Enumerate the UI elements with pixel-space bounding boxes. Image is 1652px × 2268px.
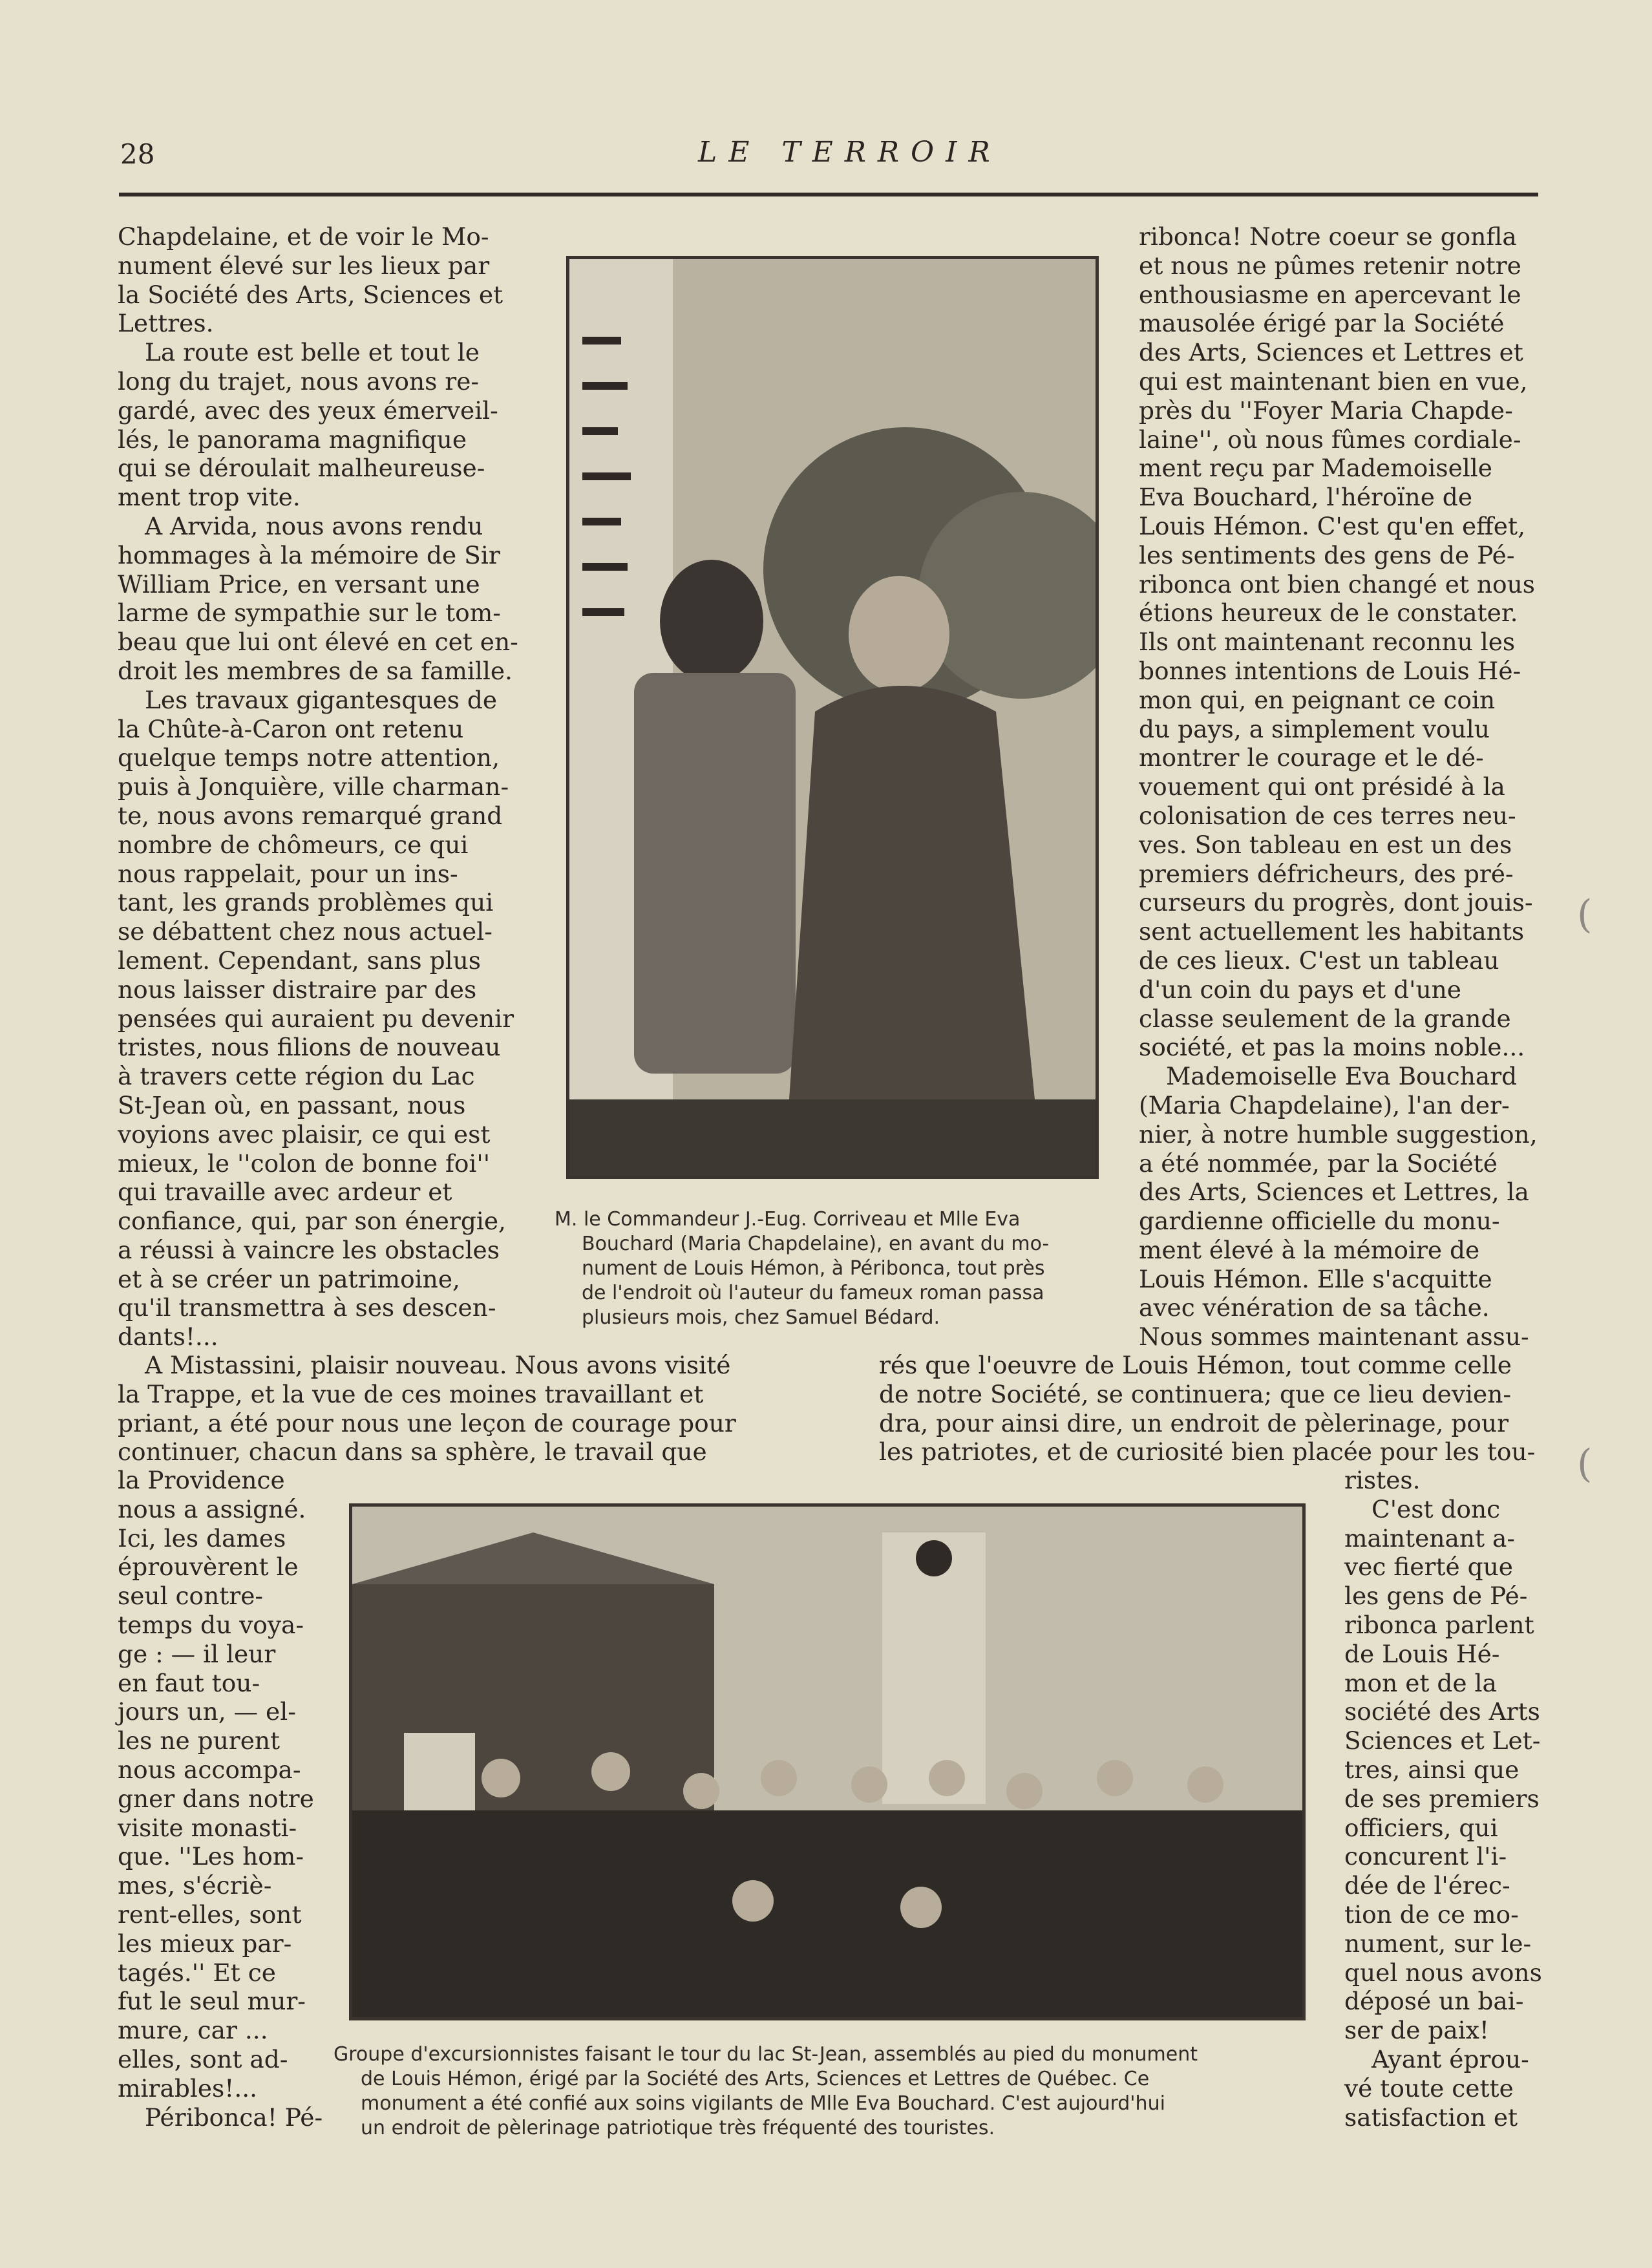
text-line: la Trappe, et la vue de ces moines travaillant et [118,1379,704,1408]
text-line: Ils ont maintenant reconnu les [1139,628,1516,657]
text-line: enthousiasme en apercevant le [1139,280,1521,309]
text-line: près du ''Foyer Maria Chapde- [1139,396,1513,425]
text-line: premiers défricheurs, des pré- [1139,859,1514,888]
text-line: sent actuellement les habitants [1139,917,1525,946]
text-line: ribonca ont bien changé et nous [1139,569,1536,599]
text-line: vouement qui ont présidé à la [1139,772,1505,801]
text-line: dée de l'érec- [1344,1871,1510,1900]
text-line: les gens de Pé- [1344,1582,1528,1611]
text-line: pensées qui auraient pu devenir [118,1004,514,1033]
text-line: ment trop vite. [118,483,301,512]
text-line: déposé un bai- [1344,1987,1524,2016]
text-line: continuer, chacun dans sa sphère, le travail que [118,1437,707,1467]
text-line: officiers, qui [1344,1813,1498,1842]
text-line: que. ''Les hom- [118,1842,304,1871]
photo-excursion-group-image [352,1507,1302,2017]
text-line: du pays, a simplement voulu [1139,714,1490,743]
text-line: Louis Hémon. Elle s'acquitte [1139,1264,1492,1293]
text-line: mon et de la [1344,1668,1497,1697]
text-line: puis à Jonquière, ville charman- [118,772,509,801]
text-line: mon qui, en peignant ce coin [1139,685,1496,714]
caption-line: Groupe d'excursionnistes faisant le tour du lac St-Jean, assemblés au pied du monument [334,2043,1198,2066]
text-line: laine'', où nous fûmes cordiale- [1139,425,1521,454]
text-line: satisfaction et [1344,2103,1518,2132]
text-line: la Providence [118,1466,285,1494]
text-line: gardienne officielle du monu- [1139,1207,1500,1236]
text-line: ves. Son tableau en est un des [1139,830,1512,859]
text-line: les patriotes, et de curiosité bien placée pour les tou- [879,1437,1536,1467]
text-line: beau que lui ont élevé en cet en- [118,628,518,657]
text-line: mure, car ... [118,2016,268,2045]
text-line: les mieux par- [118,1929,292,1958]
text-line: ribonca! Notre coeur se gonfla [1139,222,1517,251]
text-line: mausolée érigé par la Société [1139,309,1505,338]
text-line: bonnes intentions de Louis Hé- [1139,656,1521,685]
text-line: la Chûte-à-Caron ont retenu [118,714,464,743]
text-line: A Mistassini, plaisir nouveau. Nous avons visité [145,1351,731,1379]
text-line: Péribonca! Pé- [145,2103,323,2132]
text-line: société, et pas la moins noble... [1139,1033,1525,1062]
text-line: tagés.'' Et ce [118,1958,276,1987]
text-line: hommages à la mémoire de Sir [118,540,500,569]
text-line: La route est belle et tout le [145,338,480,367]
text-line: gardé, avec des yeux émerveil- [118,396,498,425]
right-column-bottom [1344,1466,1542,2132]
text-line: fut le seul mur- [118,1987,306,2016]
caption-line: nument de Louis Hémon, à Péribonca, tout près [582,1257,1045,1280]
text-line: gner dans notre [118,1784,314,1813]
text-line: les sentiments des gens de Pé- [1139,540,1515,569]
caption-line: monument a été confié aux soins vigilants de Mlle Eva Bouchard. C'est aujourd'hui [361,2092,1165,2115]
text-line: de notre Société, se continuera; que ce lieu devien- [879,1379,1512,1408]
text-line: dra, pour ainsi dire, un endroit de pèlerinage, pour [879,1408,1509,1437]
text-line: des Arts, Sciences et Lettres, la [1139,1178,1529,1207]
text-line: nument, sur le- [1344,1929,1532,1958]
text-line: à travers cette région du Lac [118,1062,475,1091]
text-line: lement. Cependant, sans plus [118,946,481,975]
header-rule [119,193,1538,196]
text-line: priant, a été pour nous une leçon de courage pour [118,1408,736,1437]
text-line: de ses premiers [1344,1784,1540,1813]
text-line: éprouvèrent le [118,1553,299,1582]
text-line: voyions avec plaisir, ce qui est [118,1119,491,1149]
left-column-top [118,222,518,1351]
mid-left-text [118,1351,783,1467]
photo-top-caption [555,1207,1110,1330]
text-line: Lettres. [118,309,214,338]
text-line: société des Arts [1344,1697,1540,1726]
text-line: C'est donc [1371,1494,1501,1523]
text-line: ment reçu par Mademoiselle [1139,454,1492,483]
text-line: ment élevé à la mémoire de [1139,1235,1480,1264]
text-line: droit les membres de sa famille. [118,656,513,685]
text-line: larme de sympathie sur le tom- [118,599,501,628]
mid-right-text [879,1351,1541,1467]
text-line: tion de ce mo- [1344,1900,1519,1929]
text-line: jours un, — el- [118,1697,296,1726]
journal-title: LE TERROIR [698,136,1002,169]
text-line: avec vénération de sa tâche. [1139,1293,1490,1322]
text-line: a été nommée, par la Société [1139,1149,1498,1178]
text-line: ser de paix! [1344,2016,1489,2045]
photo-excursion-group [349,1503,1306,2020]
text-line: Louis Hémon. C'est qu'en effet, [1139,511,1525,540]
text-line: et à se créer un patrimoine, [118,1264,460,1293]
text-line: Ici, les dames [118,1523,286,1553]
photo-bottom-caption [334,2042,1329,2141]
text-line: Eva Bouchard, l'héroïne de [1139,483,1473,512]
text-line: qui travaille avec ardeur et [118,1178,452,1207]
text-line: curseurs du progrès, dont jouis- [1139,888,1533,917]
text-line: de ces lieux. C'est un tableau [1139,946,1499,975]
text-line: nier, à notre humble suggestion, [1139,1119,1538,1149]
text-line: les ne purent [118,1726,281,1755]
text-line: qui se déroulait malheureuse- [118,454,485,483]
text-line: mieux, le ''colon de bonne foi'' [118,1149,491,1178]
page-number: 28 [120,138,155,170]
text-line: maintenant a- [1344,1523,1516,1553]
text-line: a réussi à vaincre les obstacles [118,1235,500,1264]
text-line: nous rappelait, pour un ins- [118,859,458,888]
scan-edge-mark: ( [1577,892,1593,937]
text-line: rés que l'oeuvre de Louis Hémon, tout comme celle [879,1351,1512,1379]
text-line: en faut tou- [118,1668,260,1697]
text-line: temps du voya- [118,1610,304,1639]
right-column-top [1139,222,1540,1351]
text-line: Ayant éprou- [1371,2044,1529,2073]
text-line: ristes. [1344,1466,1421,1494]
text-line: vé toute cette [1344,2073,1514,2103]
text-line: rent-elles, sont [118,1900,302,1929]
text-line: elles, sont ad- [118,2044,288,2073]
text-line: mirables!... [118,2073,258,2103]
text-line: te, nous avons remarqué grand [118,801,503,830]
text-line: Chapdelaine, et de voir le Mo- [118,222,489,251]
text-line: qu'il transmettra à ses descen- [118,1293,496,1322]
text-line: William Price, en versant une [118,569,480,599]
text-line: nous a assigné. [118,1494,306,1523]
text-line: long du trajet, nous avons re- [118,366,480,396]
text-line: ge : — il leur [118,1639,276,1668]
text-line: lés, le panorama magnifique [118,425,467,454]
text-line: quel nous avons [1344,1958,1542,1987]
text-line: seul contre- [118,1582,264,1611]
text-line: et nous ne pûmes retenir notre [1139,251,1521,280]
text-line: mes, s'écriè- [118,1871,272,1900]
text-line: Sciences et Let- [1344,1726,1541,1755]
text-line: nous laisser distraire par des [118,975,477,1004]
caption-line: Bouchard (Maria Chapdelaine), en avant du mo- [582,1233,1050,1255]
text-line: montrer le courage et le dé- [1139,743,1484,772]
photo-corriveau-bouchard [566,256,1099,1179]
text-line: Les travaux gigantesques de [145,685,498,714]
text-line: classe seulement de la grande [1139,1004,1511,1033]
text-line: nument élevé sur les lieux par [118,251,490,280]
text-line: confiance, qui, par son énergie, [118,1207,506,1236]
text-line: nous accompa- [118,1755,301,1784]
text-line: la Société des Arts, Sciences et [118,280,503,309]
caption-line: un endroit de pèlerinage patriotique très fréquenté des touristes. [361,2117,995,2139]
text-line: tres, ainsi que [1344,1755,1520,1784]
text-line: A Arvida, nous avons rendu [145,511,483,540]
text-line: colonisation de ces terres neu- [1139,801,1516,830]
text-line: vec fierté que [1344,1553,1513,1582]
left-column-bottom [118,1466,323,2132]
text-line: (Maria Chapdelaine), l'an der- [1139,1090,1510,1119]
text-line: d'un coin du pays et d'une [1139,975,1461,1004]
scan-edge-mark: ( [1577,1441,1593,1487]
text-line: de Louis Hé- [1344,1639,1500,1668]
text-line: dants!... [118,1322,218,1351]
text-line: ribonca parlent [1344,1610,1534,1639]
text-line: tant, les grands problèmes qui [118,888,494,917]
text-line: se débattent chez nous actuel- [118,917,492,946]
caption-line: de l'endroit où l'auteur du fameux roman passa [582,1282,1044,1304]
text-line: des Arts, Sciences et Lettres et [1139,338,1523,367]
text-line: St-Jean où, en passant, nous [118,1090,466,1119]
caption-line: plusieurs mois, chez Samuel Bédard. [582,1306,940,1329]
caption-line: de Louis Hémon, érigé par la Société des Arts, Sciences et Lettres de Québec. Ce [361,2068,1150,2090]
caption-line: M. le Commandeur J.-Eug. Corriveau et Mlle Eva [555,1208,1021,1231]
text-line: Mademoiselle Eva Bouchard [1166,1062,1518,1091]
text-line: étions heureux de le constater. [1139,599,1518,628]
text-line: qui est maintenant bien en vue, [1139,366,1528,396]
text-line: nombre de chômeurs, ce qui [118,830,469,859]
text-line: quelque temps notre attention, [118,743,500,772]
text-line: concurent l'i- [1344,1842,1507,1871]
photo-corriveau-bouchard-image [569,259,1096,1176]
text-line: Nous sommes maintenant assu- [1139,1322,1529,1351]
text-line: visite monasti- [118,1813,297,1842]
text-line: tristes, nous filions de nouveau [118,1033,501,1062]
